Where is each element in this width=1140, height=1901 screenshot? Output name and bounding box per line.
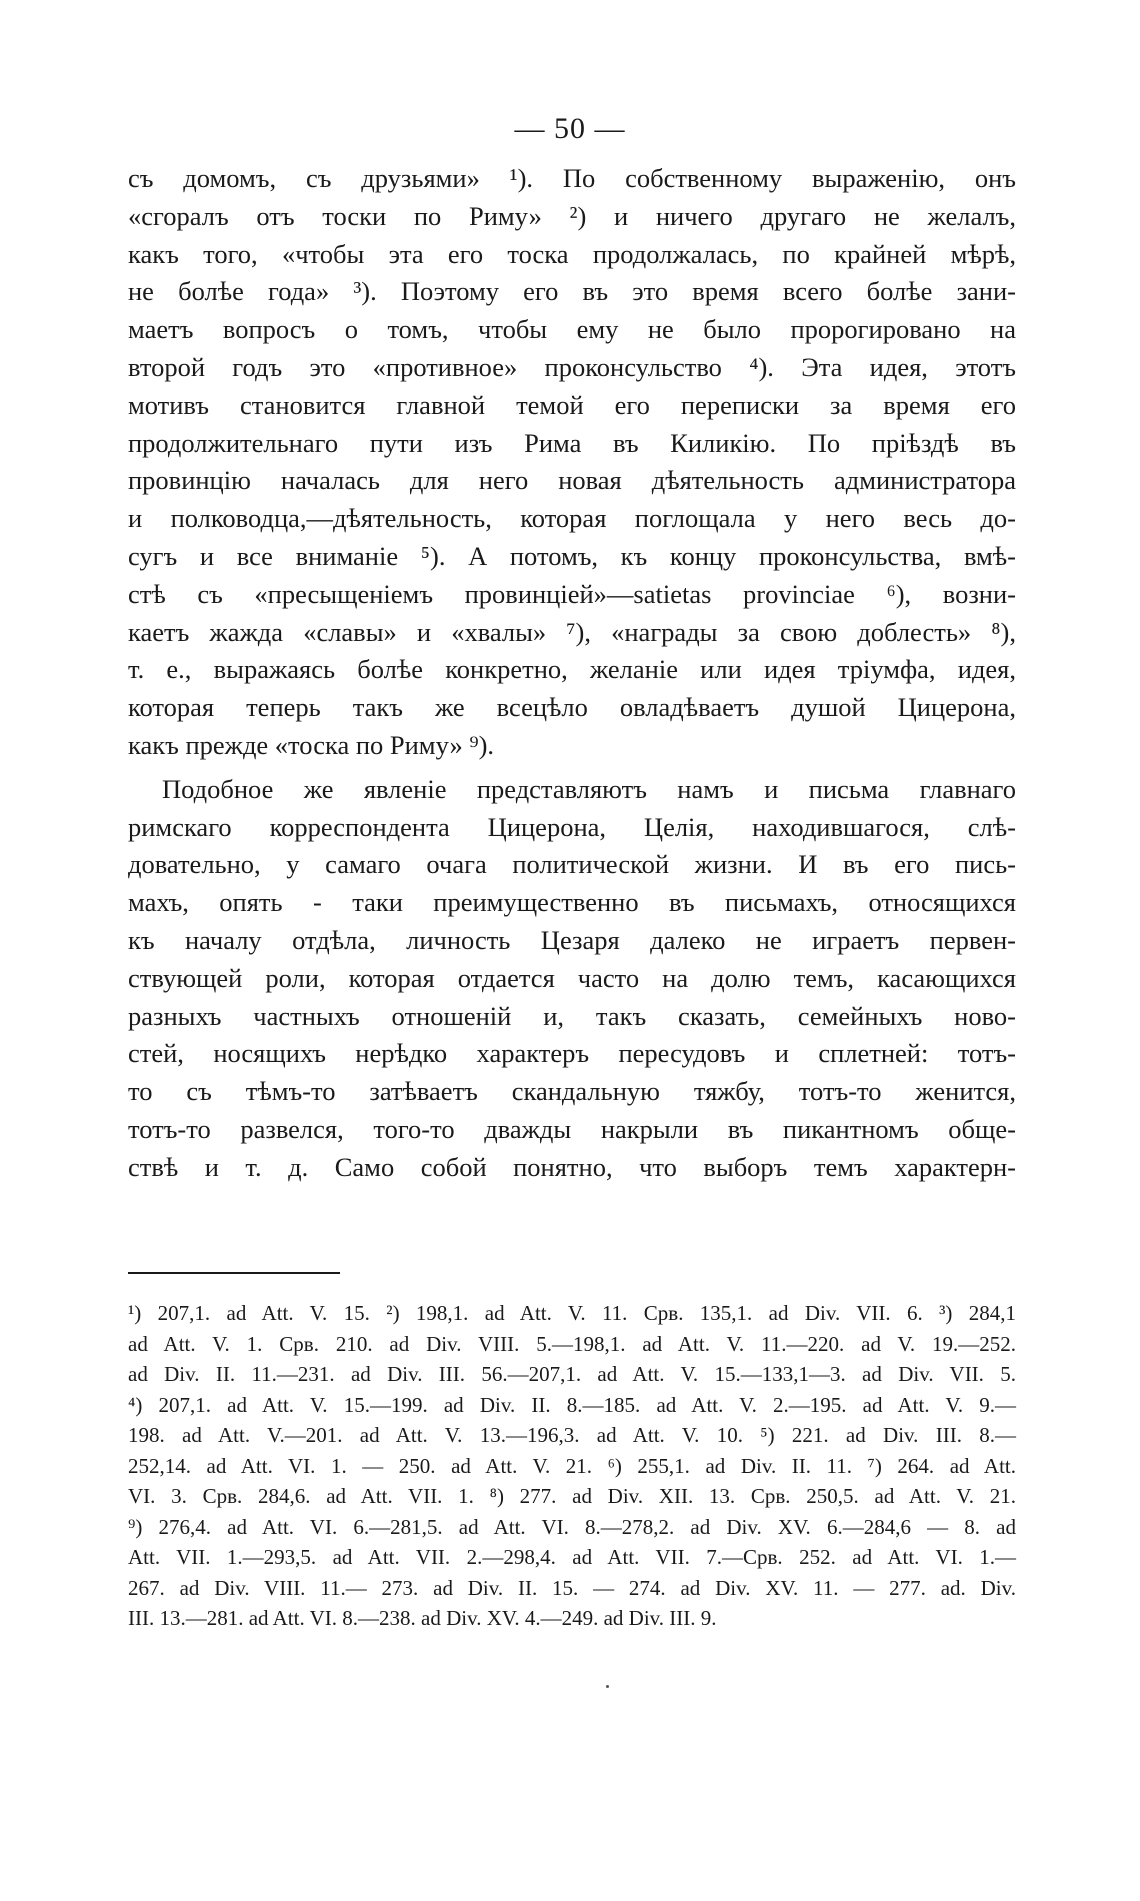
text-line: какъ того, «чтобы эта его тоска продолжалась, по крайней мѣрѣ, bbox=[128, 238, 1016, 269]
text-line: разныхъ частныхъ отношеній и, такъ сказать, семейныхъ ново- bbox=[128, 1000, 1016, 1031]
footnote-line: ad Div. II. 11.—231. ad Div. III. 56.—207,1. ad Att. V. 15.—133,1—3. ad Div. VII. 5. bbox=[128, 1362, 1016, 1386]
text-line: стѣ съ «пресыщеніемъ провинціей»—satietas provinciae ⁶), возни- bbox=[128, 578, 1016, 609]
footnote-line: VI. 3. Срв. 284,6. ad Att. VII. 1. ⁸) 277. ad Div. XII. 13. Срв. 250,5. ad Att. V. 21. bbox=[128, 1484, 1016, 1508]
ink-speck bbox=[606, 1685, 609, 1688]
footnote-line: 267. ad Div. VIII. 11.— 273. ad Div. II. 15. — 274. ad Div. XV. 11. — 277. ad. Div. bbox=[128, 1575, 1016, 1600]
footnote-line: ⁹) 276,4. ad Att. VI. 6.—281,5. ad Att. VI. 8.—278,2. ad Div. XV. 6.—284,6 — 8. ad bbox=[128, 1514, 1016, 1539]
text-line: провинцію началась для него новая дѣятельность администратора bbox=[128, 465, 1016, 496]
footnote-line: Att. VII. 1.—293,5. ad Att. VII. 2.—298,4. ad Att. VII. 7.—Срв. 252. ad Att. VI. 1.— bbox=[128, 1545, 1016, 1569]
text-line: «сгоралъ отъ тоски по Риму» ²) и ничего другаго не желалъ, bbox=[128, 200, 1016, 231]
footnote-divider bbox=[128, 1272, 340, 1274]
text-line: ствующей роли, которая отдается часто на долю темъ, касающихся bbox=[128, 962, 1016, 993]
text-line: римскаго корреспондента Цицерона, Целія, находившагося, слѣ- bbox=[128, 811, 1016, 842]
footnote-line: III. 13.—281. ad Att. VI. 8.—238. ad Div. XV. 4.—249. ad Div. III. 9. bbox=[128, 1606, 717, 1630]
text-line: тотъ-то развелся, того-то дважды накрыли въ пикантномъ обще- bbox=[128, 1113, 1016, 1144]
footnote-line: 252,14. ad Att. VI. 1. — 250. ad Att. V. 21. ⁶) 255,1. ad Div. II. 11. ⁷) 264. ad Att. bbox=[128, 1453, 1016, 1478]
paragraph-2 bbox=[128, 771, 1016, 1187]
text-line: стей, носящихъ нерѣдко характеръ пересудовъ и сплетней: тотъ- bbox=[128, 1038, 1016, 1069]
footnote-line: 198. ad Att. V.—201. ad Att. V. 13.—196,3. ad Att. V. 10. ⁵) 221. ad Div. III. 8.— bbox=[128, 1423, 1016, 1447]
text-line: которая теперь такъ же всецѣло овладѣваетъ душой Цицерона, bbox=[128, 692, 1016, 723]
text-line: каетъ жажда «славы» и «хвалы» ⁷), «награды за свою доблесть» ⁸), bbox=[128, 616, 1016, 647]
text-line: Подобное же явленіе представляютъ намъ и письма главнаго bbox=[162, 773, 1016, 804]
text-line: сугъ и все вниманіе ⁵). А потомъ, къ концу проконсульства, вмѣ- bbox=[128, 540, 1016, 571]
text-line: и полководца,—дѣятельность, которая поглощала у него весь до- bbox=[128, 503, 1016, 534]
text-line: маетъ вопросъ о томъ, чтобы ему не было пророгировано на bbox=[128, 314, 1016, 345]
text-line: махъ, опять - таки преимущественно въ письмахъ, относящихся bbox=[128, 887, 1016, 918]
footnote-line: ¹) 207,1. ad Att. V. 15. ²) 198,1. ad Att. V. 11. Срв. 135,1. ad Div. VII. 6. ³) 284,1 bbox=[128, 1301, 1016, 1325]
text-line: второй годъ это «противное» проконсульство ⁴). Эта идея, этотъ bbox=[128, 351, 1016, 382]
footnote-line: ⁴) 207,1. ad Att. V. 15.—199. ad Div. II. 8.—185. ad Att. V. 2.—195. ad Att. V. 9.— bbox=[128, 1392, 1016, 1417]
text-line: съ домомъ, съ друзьями» ¹). По собственному выраженію, онъ bbox=[128, 163, 1016, 193]
text-line: къ началу отдѣла, личность Цезаря далеко не играетъ первен- bbox=[128, 924, 1016, 955]
footnote-line: ad Att. V. 1. Срв. 210. ad Div. VIII. 5.—198,1. ad Att. V. 11.—220. ad V. 19.—252. bbox=[128, 1331, 1016, 1356]
text-line: мотивъ становится главной темой его переписки за время его bbox=[128, 389, 1016, 420]
text-line: не болѣе года» ³). Поэтому его въ это время всего болѣе зани- bbox=[128, 276, 1016, 307]
text-line: продолжительнаго пути изъ Рима въ Киликію. По пріѣздѣ въ bbox=[128, 427, 1016, 458]
footnotes bbox=[128, 1298, 1016, 1634]
text-line: т. е., выражаясь болѣе конкретно, желаніе или идея тріумфа, идея, bbox=[128, 654, 1016, 685]
text-line: то съ тѣмъ-то затѣваетъ скандальную тяжбу, тотъ-то женится, bbox=[128, 1076, 1016, 1107]
paragraph-1 bbox=[128, 160, 1016, 765]
page-number: — 50 — bbox=[514, 112, 626, 145]
text-line: довательно, у самаго очага политической жизни. И въ его пись- bbox=[128, 849, 1016, 880]
main-text bbox=[128, 160, 1016, 1187]
text-line: какъ прежде «тоска по Риму» ⁹). bbox=[128, 729, 495, 760]
text-line: ствѣ и т. д. Само собой понятно, что выборъ темъ характерн- bbox=[128, 1151, 1016, 1182]
